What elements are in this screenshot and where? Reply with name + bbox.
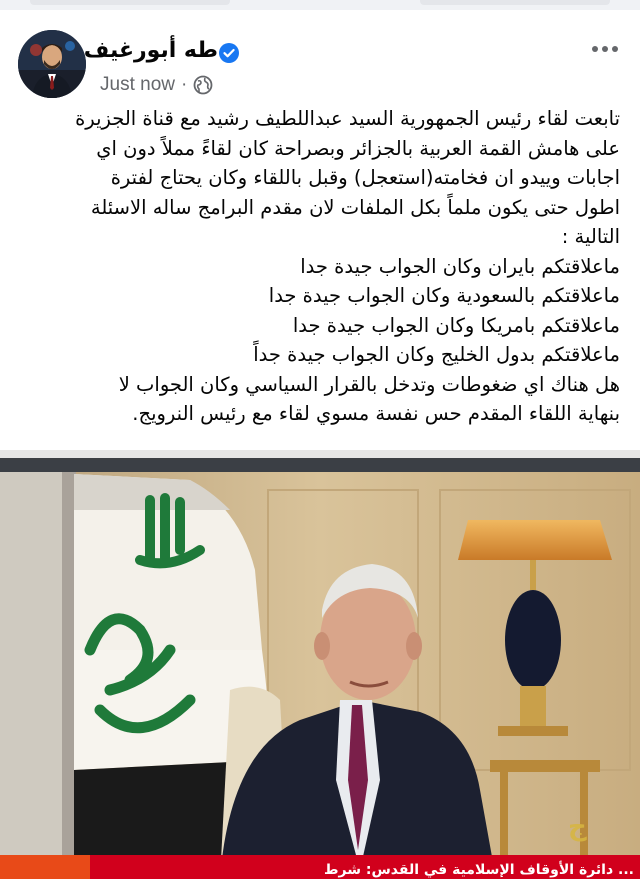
post-meta: [100, 74, 213, 96]
post-photo[interactable]: [0, 450, 640, 879]
post-timestamp[interactable]: Just now: [100, 74, 175, 95]
author-name[interactable]: طه أبورغيف: [83, 38, 218, 63]
post-line: على هامش القمة العربية بالجزائر وبصراحة كان لقاءً مملاً دون اي: [96, 136, 620, 160]
post-line: ماعلاقتكم بايران وكان الجواب جيدة جدا: [300, 254, 620, 278]
verified-badge-icon: [218, 42, 240, 64]
post-line: ماعلاقتكم بدول الخليج وكان الجواب جيدة جداً: [253, 343, 620, 366]
post-line: التالية :: [561, 225, 620, 248]
channel-logo: ﺝ: [568, 812, 587, 842]
meta-separator: ·: [180, 74, 188, 95]
post-line: اجابات وييدو ان فخامته(استعجل) وقبل باللقاء وكان يحتاج لفترة: [110, 166, 620, 189]
top-strip: [0, 0, 640, 10]
post-line: تابعت لقاء رئيس الجمهورية السيد عبداللطيف رشيد مع قناة الجزيرة: [75, 107, 620, 130]
more-options-icon[interactable]: [592, 46, 618, 52]
post-line: هل هناك اي ضغوطات وتدخل بالقرار السياسي وكان الجواب لا: [118, 372, 620, 396]
post-line: ماعلاقتكم بالسعودية وكان الجواب جيدة جدا: [268, 284, 620, 307]
globe-icon[interactable]: [193, 75, 213, 95]
news-ticker: ... دائرة الأوقاف الإسلامية في القدس: شرط: [323, 862, 634, 878]
post-line: ماعلاقتكم بامريكا وكان الجواب جيدة جدا: [292, 313, 620, 337]
post-line: بنهاية اللقاء المقدم حس نفسة مسوي لقاء مع رئيس النرويج.: [132, 402, 620, 425]
post-body: [20, 104, 620, 429]
post-line: اطول حتى يكون ملماً بكل الملفات لان مقدم البرامج ساله الاسئلة: [90, 195, 620, 219]
author-avatar[interactable]: [18, 30, 86, 98]
